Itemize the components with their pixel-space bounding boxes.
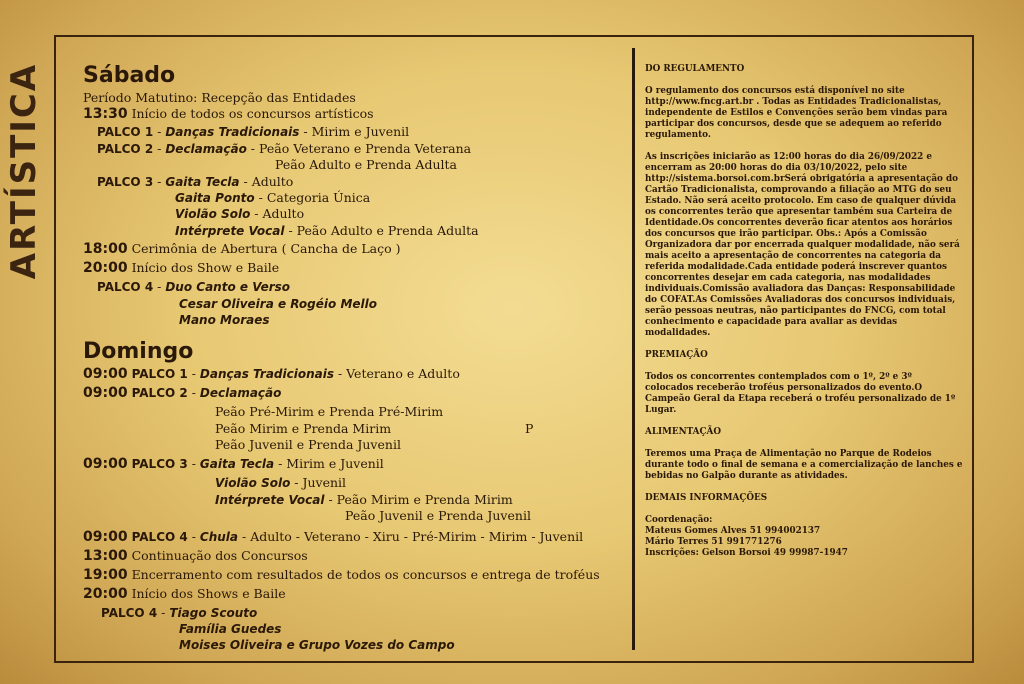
domingo-title: Domingo	[83, 339, 194, 365]
sabado-row-1330: 13:30 Início de todos os concursos artísticos	[83, 106, 374, 123]
sabado-title: Sábado	[83, 63, 176, 88]
premiacao-heading: PREMIAÇÃO	[645, 350, 708, 360]
regulamento-heading: DO REGULAMENTO	[645, 64, 745, 74]
sabado-palco2: PALCO 2 - Declamação - Peão Veterano e Prenda Veterana	[97, 140, 472, 156]
regulamento-text-2: As inscrições iniciarão as 12:00 horas do dia 26/09/2022 e encerram as 20:00 horas do dia 03/10/2022, pelo site http://sistema.borsoi.com.brSerá obrigatória a apresentação do Cartão Tradicionalista, comprovando a filiação ao MTG do seu Estado. Não será aceito protocolo. Em caso de qualquer dúvida os concorrentes terão que apresentar também sua Carteira de Identidade.Os concorrentes deverão ficar atentos aos horários dos concursos que irão participar. Obs.: Após a Comissão Organizadora dar por encerrada qualquer modalidade, não será mais aceito a apresentação de concorrentes na categoria da referida modalidade.Cada entidade poderá inscrever quantos concorrentes desejar em cada categoria, nas modalidades individuais.Comissão avaliadora das Danças: Responsabilidade do COFAT.As Comissões Avaliadoras dos concursos individuais, serão pessoas neutras, não participantes do FNCG, com total conhecimento e capacidade para avaliar as devidas modalidades.	[645, 152, 960, 338]
alimentacao-text: Teremos uma Praça de Alimentação no Parque de Rodeios durante todo o final de semana e a comercialização de lanches e bebidas no Galpão durante as atividades.	[645, 449, 963, 481]
domingo-palco2: 09:00 PALCO 2 - Declamação	[83, 385, 282, 402]
demais-heading: DEMAIS INFORMAÇÕES	[645, 493, 768, 503]
side-title-text: ARTÍSTICA	[4, 62, 44, 280]
coordenacao-label: Coordenação:	[645, 515, 713, 525]
sabado-palco4-show3: Mano Moraes	[179, 312, 270, 327]
alimentacao-heading: ALIMENTAÇÃO	[645, 427, 721, 437]
domingo-palco3-violao: Violão Solo - Juvenil	[215, 475, 347, 491]
domingo-row-1900: 19:00 Encerramento com resultados de todos os concursos e entrega de troféus	[83, 566, 600, 583]
sabado-palco2-cat2: Peão Adulto e Prenda Adulta	[275, 157, 457, 173]
sabado-periodo: Período Matutino: Recepção das Entidades	[83, 90, 356, 105]
sabado-palco3-gaita-ponto: Gaita Ponto - Categoria Única	[175, 189, 371, 205]
premiacao-text: Todos os concorrentes contemplados com o 1º, 2º e 3º colocados receberão troféus personalizados do evento.O Campeão Geral da Etapa receberá o troféu personalizado de 1º Lugar.	[645, 372, 956, 415]
domingo-palco3-cat4: Peão Juvenil e Prenda Juvenil	[345, 508, 531, 524]
schedule-column	[83, 62, 633, 654]
domingo-row-1300: 13:00 Continuação dos Concursos	[83, 547, 308, 564]
info-column	[645, 64, 963, 559]
contact-1: Mateus Gomes Alves 51 994002137	[645, 526, 821, 536]
domingo-palco3-interprete: Intérprete Vocal - Peão Mirim e Prenda Mirim	[215, 491, 513, 507]
sabado-row-1800: 18:00 Cerimônia de Abertura ( Cancha de Laço )	[83, 241, 401, 258]
domingo-row-2000: 20:00 Início dos Shows e Baile	[83, 585, 286, 602]
domingo-palco4: 09:00 PALCO 4 - Chula - Adulto - Veterano - Xiru - Pré-Mirim - Mirim - Juvenil	[83, 528, 584, 545]
sabado-palco4-show2: Cesar Oliveira e Rogéio Mello	[179, 296, 377, 311]
column-divider	[632, 48, 635, 650]
contact-2: Mário Terres 51 991771276	[645, 537, 782, 547]
domingo-palco3: 09:00 PALCO 3 - Gaita Tecla - Mirim e Juvenil	[83, 456, 384, 473]
sabado-palco3-violao: Violão Solo - Adulto	[175, 206, 305, 222]
domingo-palco4-show3: Moises Oliveira e Grupo Vozes do Campo	[179, 638, 455, 653]
domingo-palco1: 09:00 PALCO 1 - Danças Tradicionais - Veterano e Adulto	[83, 366, 460, 383]
domingo-palco2-cat2: Peão Mirim e Prenda Mirim P	[215, 420, 534, 436]
domingo-palco2-cat3: Peão Juvenil e Prenda Juvenil	[215, 437, 401, 453]
sabado-palco3: PALCO 3 - Gaita Tecla - Adulto	[97, 173, 294, 189]
domingo-palco2-cat1: Peão Pré-Mirim e Prenda Pré-Mirim	[215, 404, 444, 420]
side-title	[2, 46, 46, 296]
sabado-palco4: PALCO 4 - Duo Canto e Verso	[97, 279, 291, 295]
sabado-palco1: PALCO 1 - Danças Tradicionais - Mirim e Juvenil	[97, 124, 410, 140]
contact-3: Inscrições: Gelson Borsoi 49 99987-1947	[645, 548, 848, 558]
domingo-palco4-shows: PALCO 4 - Tiago Scouto	[101, 604, 258, 620]
sabado-palco3-interprete: Intérprete Vocal - Peão Adulto e Prenda Adulta	[175, 222, 479, 238]
regulamento-text-1: O regulamento dos concursos está disponível no site http://www.fncg.art.br . Todas as Entidades Tradicionalistas, independente de Estilos e Convenções serão bem vindas para participar dos concursos, desde que se adequem ao referido regulamento.	[645, 86, 948, 140]
domingo-palco4-show2: Família Guedes	[179, 622, 282, 637]
sabado-row-2000: 20:00 Início dos Show e Baile	[83, 260, 280, 277]
